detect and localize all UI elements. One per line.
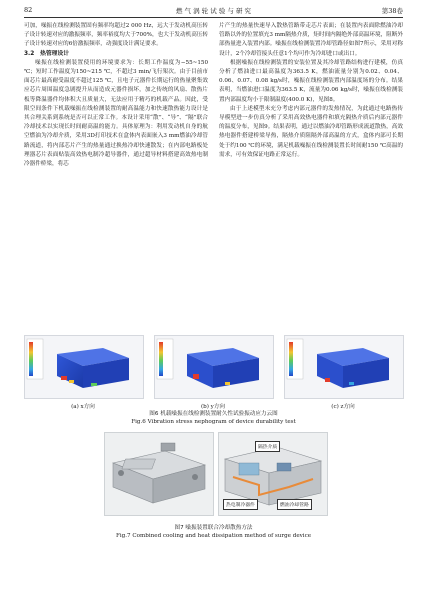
device-exterior-drawing (105, 433, 213, 515)
section-heading-3-2: 3.2 热管理设计 (24, 50, 70, 57)
left-paragraph-1: 可加，噪振在线检测装置固有频率均超过2 000 Hz，远大于发动机高压转子设计转速对应的激振频率，频率裕度均大于700%，也大于发动机高压转子设计转速对应的6倍激振频率，动强度设计满足要求。 (24, 23, 208, 48)
figure-6-caption-cn: 图6 机载噪振在线检测装置耐久性试验振动应力云图 (149, 411, 278, 417)
left-paragraph-2: 噪振在线检测装置使用的环境要求为：长期工作温度为−55~150 ℃；短时工作温度为150~215 ℃，不超过3 min/飞行架次。由于目前市面芯片最高耐受温度不超过125 ℃，且电子元器件长期运行的热量聚集效应芯片周围温度急剧提升从而造成元器件损坏，加之传统的风扇、散热片板等降温器件均体积大且质量大，无法应用于精巧的机载产品。因此，受限空间条件下机载噪振在线检测装置的耐高温能力和快速散热能力设计是其合理关系到系统是否可以正常工作。本设计采用“散”、“导”、“隔”联合冷却技术以实现长时间耐高温的能力。具体原理为：利用发动机自身的航空燃油为冷却介质，采用3D打印技术在盒体内表面嵌入3 mm燃油冷却管路流道，将内部芯片产生的热量通过换热冷却快速散发；在内部电路板处理器芯片表面贴装高效热电制冷超导器件，通过超导材料搭建高效热电制冷器件桥梁，将芯 (24, 59, 208, 168)
label-thermo-device: 热电制冷器件 (223, 499, 258, 510)
journal-title: 燃 气 涡 轮 试 验 与 研 究 (175, 7, 252, 15)
figure-6-sublabel-c: (c) z方向 (331, 404, 355, 410)
device-exterior-image (104, 432, 214, 516)
nephogram-panel-x (24, 335, 144, 399)
nephogram-y-image (155, 336, 273, 398)
nephogram-z-image (285, 336, 403, 398)
label-insulation: 隔热介质 (255, 441, 280, 452)
figure-6-sublabel-a: (a) x方向 (71, 404, 95, 410)
right-paragraph-1: 片产生的热量快速导入散热管路带走芯片表面；在装置内表面除燃油冷却管路以外的位置填充3 mm隔热介质，矩时间内隔绝外部高温环境，阻断外部热量进入装置内部。噪振在线检测装置冷却管路径如图7所示，采用对称设计，2个冷却管接头任意1个均可作为冷却进口或出口。 (219, 23, 403, 57)
figure-7-caption-cn: 图7 噪振装置联合冷却散热方法 (174, 525, 253, 531)
figure-6 (24, 335, 403, 410)
header-rule (24, 17, 403, 18)
page-number: 82 (24, 6, 33, 14)
cooling-diagram-image (218, 432, 328, 516)
right-column (219, 22, 403, 160)
figure-6-sublabel-b: (b) y方向 (200, 404, 226, 410)
right-paragraph-2: 根据噪振在线检测装置的安装位置及其冷却管路结构进行建模，仿真分析了燃油进口最高温度为363.5 K，燃油流量分别为0.02、0.04、0.06、0.07、0.08 kg/s时，噪振在线检测装置内部温度场的分布。结果表明，当燃油进口温度为363.5 K，流量为0.06 kg/s时，噪振在线检测装置内部温度均小于限制温度(400.0 K)，见图8。 (219, 59, 403, 103)
left-column (24, 22, 208, 169)
right-paragraph-3: 由于上述模型未充分考虑内部元器件的发热情况，为此通过电路热传导模型进一步仿真分析了采用高效热电器件和填充隔热介质后内部元器件的温度分布，见图9。结果表明，通过以燃油冷却管路形成流道散热，高效热电器件搭建桥梁导热，隔热介质阻隔外部高温的方式，盒体内部可长期处于约100 ℃的环境，满足机载噪振在线检测装置长时间耐150 ℃高温的需求，可有效保证电路正常运行。 (219, 105, 403, 158)
nephogram-x-image (25, 336, 143, 398)
volume-label: 第38卷 (381, 7, 403, 15)
nephogram-panel-y (154, 335, 274, 399)
figure-7-caption-en: Fig.7 Combined cooling and heat dissipation method of surge device (115, 533, 312, 539)
figure-6-caption-en: Fig.6 Vibration stress nephogram of device durability test (131, 419, 296, 425)
nephogram-panel-z (284, 335, 404, 399)
figure-7 (104, 432, 326, 514)
label-fuel-pipe: 燃油冷却管路 (277, 499, 312, 510)
